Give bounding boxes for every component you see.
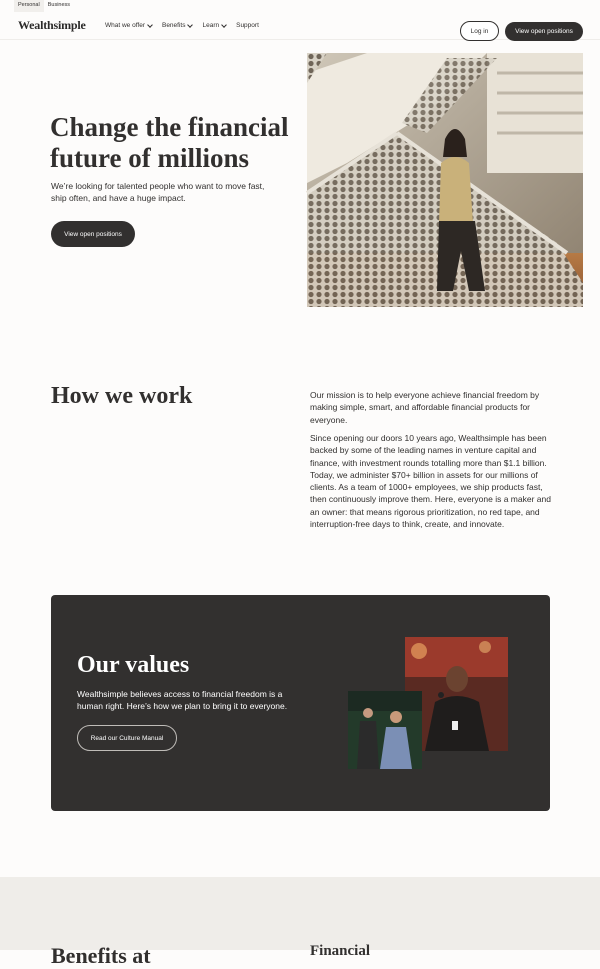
- chevron-down-icon: [221, 22, 227, 28]
- hero-subtitle: We’re looking for talented people who want to move fast, ship often, and have a huge impact.: [51, 181, 265, 203]
- hero-staircase-image: [307, 53, 583, 307]
- chevron-down-icon: [147, 22, 153, 28]
- personal-link[interactable]: Personal: [14, 0, 44, 12]
- values-card: [51, 595, 550, 811]
- history-paragraph: Since opening our doors 10 years ago, Wealthsimple has been backed by some of the leading names in venture capital and finance, with investment rounds totalling more than $1.1 billion. Today, we administer $70+ billion in assets for our millions of clients. As a team of 1000+ employees, we ship products fast, then continuously improve them. Here, everyone is a maker and an owner: that means rigorous prioritization, no red tape, and interruption-free days to think, create, and innovate.: [310, 433, 551, 530]
- view-open-positions-button[interactable]: View open positions: [51, 221, 135, 247]
- read-culture-manual-button[interactable]: Read our Culture Manual: [77, 725, 177, 751]
- nav-item-support[interactable]: [236, 22, 259, 29]
- financial-heading: Financial: [310, 943, 371, 959]
- nav-item-benefits[interactable]: [162, 22, 193, 29]
- hero-title: Change the financial future of millions: [50, 112, 289, 173]
- main-nav: [0, 12, 600, 40]
- values-title: Our values: [77, 652, 190, 678]
- presenters-illustration: [348, 691, 422, 769]
- nav-item-what-we-offer[interactable]: [105, 22, 152, 29]
- nav-item-label: Benefits: [161, 22, 186, 29]
- nav-item-learn[interactable]: [202, 22, 226, 29]
- nav-item-label: Support: [236, 22, 259, 29]
- benefits-heading: Benefits at: [51, 943, 151, 968]
- login-button[interactable]: Log in: [460, 21, 499, 41]
- nav-item-label: Learn: [202, 22, 220, 29]
- benefits-band: [0, 877, 600, 968]
- logo[interactable]: Wealthsimple: [18, 18, 86, 32]
- nav-item-label: What we offer: [105, 22, 145, 29]
- staircase-illustration: [307, 53, 583, 307]
- utility-bar: [0, 0, 600, 12]
- values-text: Wealthsimple believes access to financial freedom is a human right. Here’s how we plan to bring it to everyone.: [77, 689, 288, 711]
- view-open-positions-nav-button[interactable]: View open positions: [505, 22, 583, 41]
- presenters-photo: [348, 691, 422, 769]
- how-we-work-title: How we work: [51, 383, 193, 409]
- chevron-down-icon: [188, 22, 194, 28]
- nav-menu: [105, 22, 259, 29]
- mission-paragraph: Our mission is to help everyone achieve financial freedom by making simple, smart, and affordable financial products for everyone.: [310, 390, 540, 425]
- business-link[interactable]: Business: [47, 2, 71, 8]
